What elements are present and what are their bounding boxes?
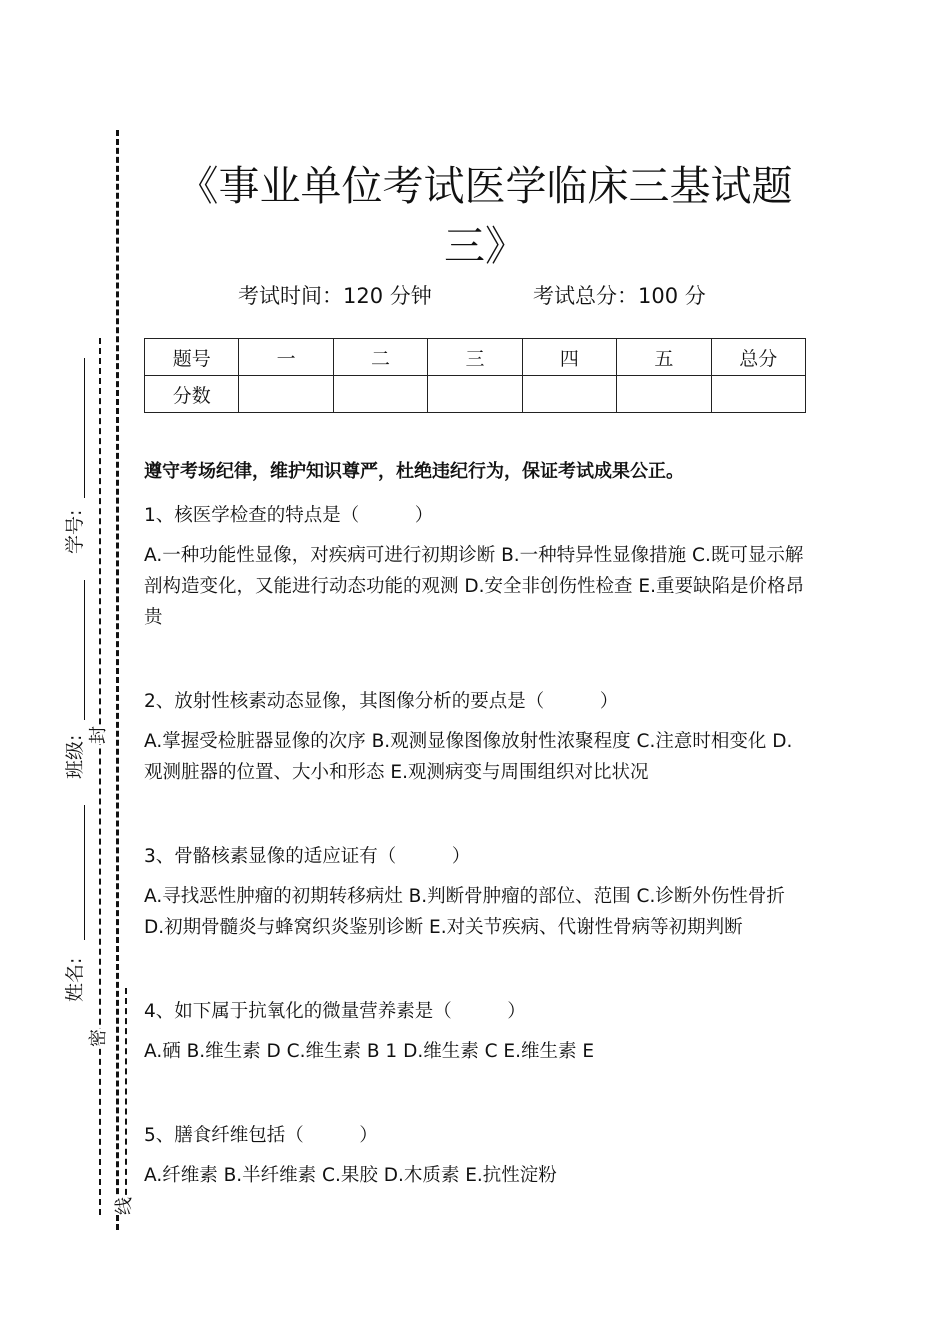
question-2 [144,686,809,788]
question-1 [144,500,809,633]
score-cell [617,376,711,413]
question-stem: 5、膳食纤维包括（ ） [144,1125,378,1146]
question-5 [144,1120,809,1191]
seal-char-feng: 封 [88,726,109,744]
name-label: 姓名: [64,957,86,1002]
header-cell: 总分 [711,339,805,376]
class-underline [84,580,85,720]
score-cell [428,376,522,413]
score-cell [522,376,616,413]
name-underline [84,805,85,940]
binding-cut-line-inner [125,988,127,1215]
student-id-label: 学号: [64,509,86,554]
score-row-label: 分数 [145,376,239,413]
question-stem: 4、如下属于抗氧化的微量营养素是（ ） [144,1001,526,1022]
question-options: A.寻找恶性肿瘤的初期转移病灶 B.判断骨肿瘤的部位、范围 C.诊断外伤性骨折 D.初期骨髓炎与蜂窝织炎鉴别诊断 E.对关节疾病、代谢性骨病等初期判断 [144,886,785,938]
question-options: A.一种功能性显像，对疾病可进行初期诊断 B.一种特异性显像措施 C.既可显示解剖构造变化，又能进行动态功能的观测 D.安全非创伤性检查 E.重要缺陷是价格昂贵 [144,545,804,628]
question-options: A.硒 B.维生素 D C.维生素 B 1 D.维生素 C E.维生素 E [144,1041,595,1062]
score-cell [333,376,427,413]
exam-time: 考试时间：120 分钟 [238,284,432,308]
header-cell: 一 [239,339,333,376]
header-cell: 四 [522,339,616,376]
score-table [144,338,806,413]
header-cell: 题号 [145,339,239,376]
binding-cut-line-outer [116,130,119,1230]
score-table-score-row [145,376,806,413]
question-4 [144,996,809,1067]
header-cell: 二 [333,339,427,376]
question-options: A.纤维素 B.半纤维素 C.果胶 D.木质素 E.抗性淀粉 [144,1165,557,1186]
document-title: 《事业单位考试医学临床三基试题三》 [177,162,793,270]
exam-rules: 遵守考场纪律，维护知识尊严，杜绝违纪行为，保证考试成果公正。 [144,461,684,482]
seal-char-xian: 线 [114,1197,135,1215]
student-id-underline [84,358,85,498]
question-stem: 3、骨骼核素显像的适应证有（ ） [144,846,471,867]
class-label: 班级: [64,734,86,779]
score-cell [711,376,805,413]
question-3 [144,841,809,943]
question-stem: 1、核医学检查的特点是（ ） [144,505,434,526]
header-cell: 三 [428,339,522,376]
binding-cut-line-middle [99,338,101,1215]
question-options: A.掌握受检脏器显像的次序 B.观测显像图像放射性浓聚程度 C.注意时相变化 D.观测脏器的位置、大小和形态 E.观测病变与周围组织对比状况 [144,731,793,783]
question-stem: 2、放射性核素动态显像，其图像分析的要点是（ ） [144,691,619,712]
score-table-header-row [145,339,806,376]
score-cell [239,376,333,413]
seal-char-mi: 密 [88,1029,109,1047]
header-cell: 五 [617,339,711,376]
exam-total-score: 考试总分：100 分 [533,284,706,308]
